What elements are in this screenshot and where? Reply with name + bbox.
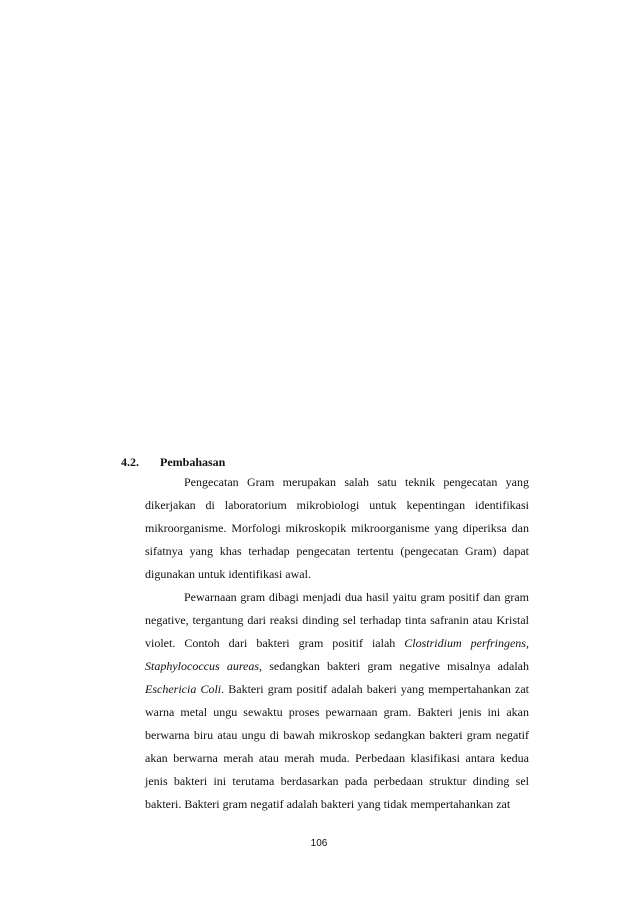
section-body [145, 471, 529, 816]
paragraph: Pengecatan Gram merupakan salah satu teknik pengecatan yang dikerjakan di laboratorium mikrobiologi untuk kepentingan identifikasi mikroorganisme. Morfologi mikroskopik mikroorganisme yang diperiksa dan sifatnya yang khas terhadap pengecatan tertentu (pengecatan Gram) dapat digunakan untuk identifikasi awal. [145, 475, 529, 581]
page-number: 106 [310, 838, 328, 849]
section-number: 4.2. [121, 455, 139, 469]
text-run: . Bakteri gram positif adalah bakeri yang mempertahankan zat warna metal ungu sewaktu proses pewarnaan gram. Bakteri jenis ini akan berwarna biru atau ungu di bawah mikroskop sedangkan bakteri gram negatif akan berwarna merah atau merah muda. Perbedaan klasifikasi antara kedua jenis bakteri ini terutama berdasarkan pada perbedaan struktur dinding sel bakteri. Bakteri gram negatif adalah bakteri yang tidak mempertahankan zat [145, 682, 529, 811]
species-name: Eschericia Coli [145, 682, 222, 696]
text-run: , sedangkan bakteri gram negative misalnya adalah [259, 659, 529, 673]
paragraph [145, 586, 529, 816]
section-title: Pembahasan [160, 455, 226, 469]
section-heading [121, 455, 225, 470]
species-name: Clostridium perfringens, Staphylococcus aureas [145, 636, 529, 673]
text-run: Pewarnaan gram dibagi menjadi dua hasil yaitu gram positif dan gram negative, tergantung dari reaksi dinding sel terhadap tinta safranin atau Kristal violet. Contoh dari bakteri gram positif ialah [145, 590, 529, 650]
